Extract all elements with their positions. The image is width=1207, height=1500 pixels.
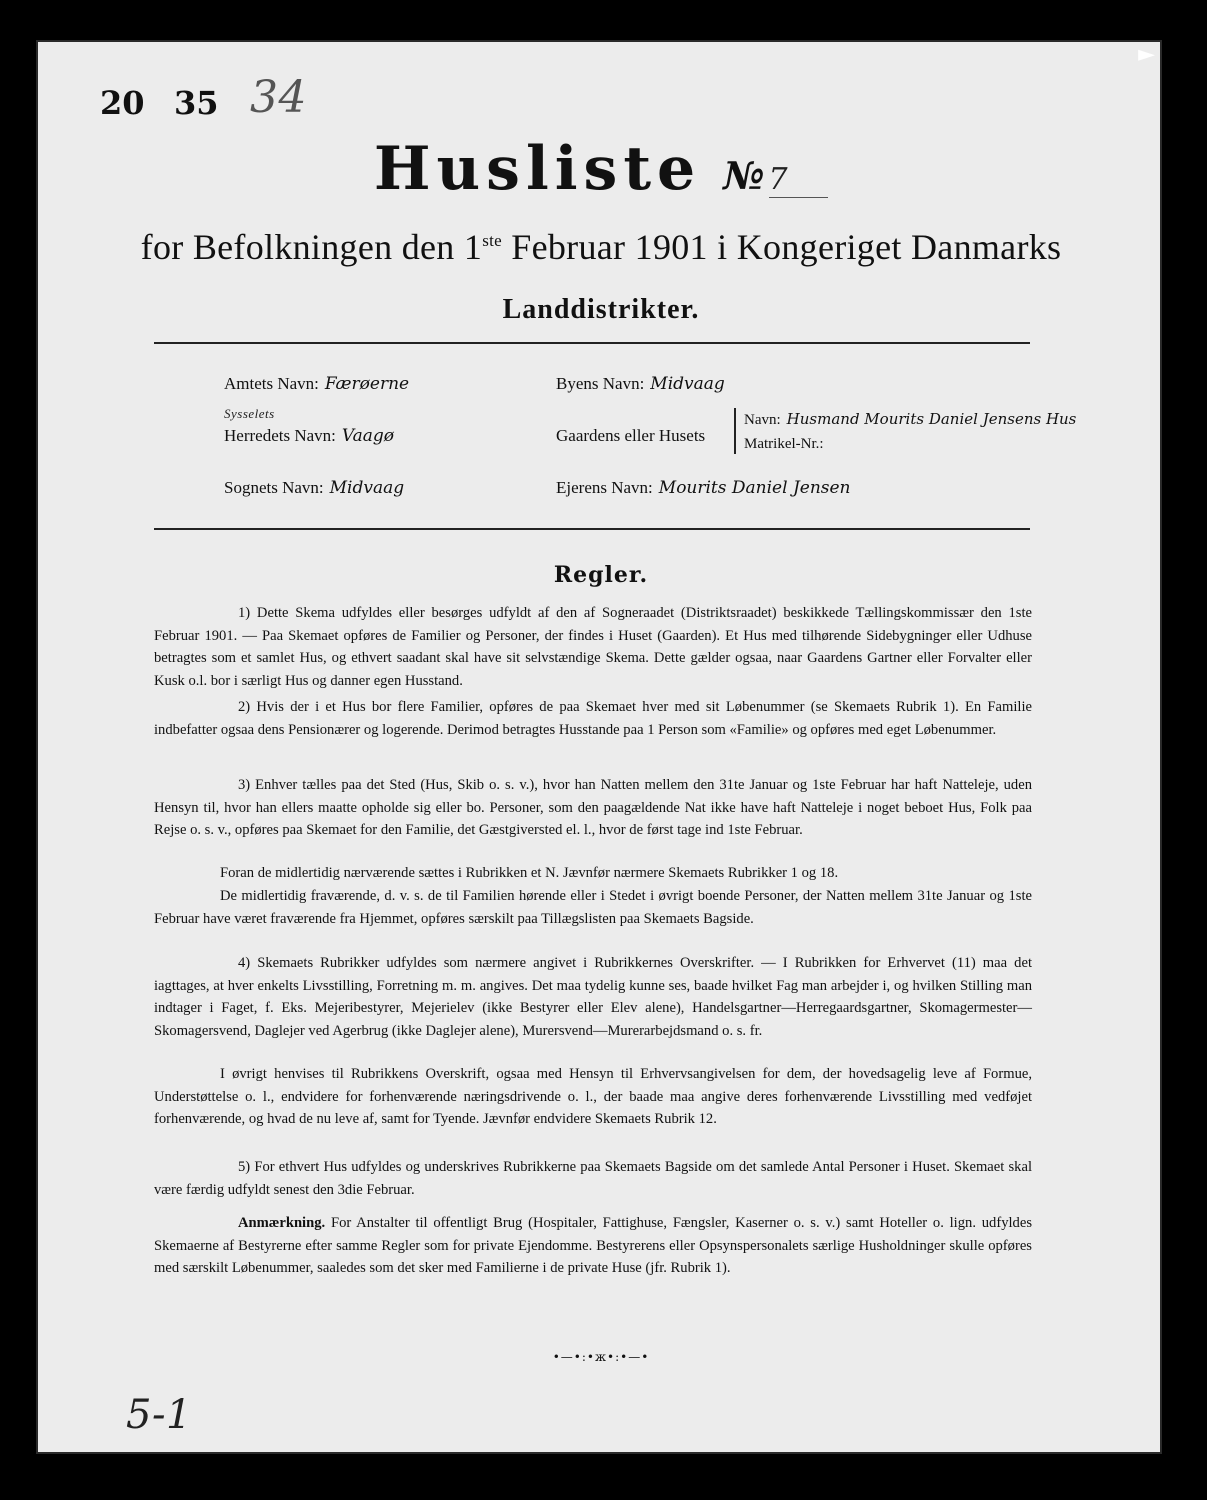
herred-label: Herredets Navn:	[224, 426, 336, 445]
sogn-label: Sognets Navn:	[224, 478, 324, 497]
census-form-page	[36, 40, 1162, 1454]
divider-top	[154, 342, 1030, 344]
rule-2-text: 2) Hvis der i et Hus bor flere Familier, opføres de paa Skemaet hver med sit Løbenummer (se Skemaets Rubrik 1). En Familie indbefatter ogsaa dens Pensionærer og logerende. Derimod betragtes Husstande paa 1 Person som «Familie» og opføres med eget Løbenummer.	[154, 699, 1032, 738]
subtitle-sup: ste	[482, 231, 502, 250]
form-subtitle	[38, 226, 1164, 268]
rule-3b	[154, 862, 1032, 885]
sogn-value: Midvaag	[329, 478, 405, 498]
gaard-bracket	[734, 408, 740, 454]
rule-5	[154, 1156, 1032, 1201]
rule-3	[154, 774, 1032, 842]
rule-3-text: 3) Enhver tælles paa det Sted (Hus, Skib o. s. v.), hvor han Natten mellem den 31te Januar og 1ste Februar har haft Natteleje, uden Hensyn til, hvor han ellers maatte opholde sig eller bo. Personer, som den paagældende Nat ikke have haft Natteleje i noget beboet Hus, Folk paa Rejse o. s. v., opføres paa Skemaet for den Familie, det Gæstgiversted el. l., hvor de først tage ind 1ste Februar.	[154, 777, 1032, 839]
herred-field	[224, 426, 394, 446]
by-field	[556, 374, 725, 394]
by-value: Midvaag	[650, 374, 725, 394]
rule-2	[154, 696, 1032, 741]
divider-bottom	[154, 528, 1030, 530]
navn-label: Navn:	[744, 412, 781, 428]
gaard-label: Gaardens eller Husets	[556, 426, 706, 445]
navn-value: Husmand Mourits Daniel Jensens Hus	[786, 410, 1077, 428]
form-number-1: 20	[100, 84, 145, 122]
rule-1	[154, 602, 1032, 692]
amt-value: Færøerne	[324, 374, 410, 394]
rule-4	[154, 952, 1032, 1042]
subtitle-post: Februar 1901 i Kongeriget Danmarks	[501, 227, 1062, 267]
annotation-label: Anmærkning.	[238, 1215, 326, 1231]
ornament-divider: •—•:•ж•:•—•	[552, 1350, 650, 1364]
rule-3c	[154, 885, 1032, 930]
navn-field	[744, 410, 1076, 429]
form-number-2: 35	[174, 84, 219, 122]
by-label: Byens Navn:	[556, 374, 645, 393]
ejer-field	[556, 478, 851, 498]
title-no-label: №	[723, 153, 765, 198]
rule-1-text: 1) Dette Skema udfyldes eller besørges udfyldt af den af Sogneraadet (Distriktsraadet) beskikkede Tællingskommissær den 1ste Februar 1901. — Paa Skemaet opføres de Familier og Personer, der findes i Huset (Gaarden). Et Hus med tilhørende Sidebygninger eller Udhuse betragtes som et samlet Hus, og ethvert saadant skal have sit selvstændige Skema. Dette gælder ogsaa, naar Gaardens Gartner eller Forvalter eller Kusk o.l. bor i særligt Hus og danner egen Husstand.	[154, 605, 1032, 689]
amt-label: Amtets Navn:	[224, 374, 319, 393]
rule-4b	[154, 1063, 1032, 1131]
corner-arrow-icon: ►	[1138, 42, 1155, 67]
form-subtitle-districts: Landdistrikter.	[502, 294, 700, 325]
ejer-value: Mourits Daniel Jensen	[658, 478, 851, 498]
amt-field	[224, 374, 409, 394]
rule-4-text: 4) Skemaets Rubrikker udfyldes som nærmere angivet i Rubrikkernes Overskrifter. — I Rubrikken for Erhvervet (11) maa det iagttages, at hver enkelts Livsstilling, Forretning m. m. angives. Det maa tydelig kunne ses, baade hvilket Fag man arbejder i, og hvilken Stilling man indtager i Faget, f. Eks. Mejeribestyrer, Mejerielev (ikke Bestyrer eller Elev alene), Handelsgartner—Herregaardsgartner, Skomagermester—Skomagersvend, Daglejer ved Agerbrug (ikke Daglejer alene), Murersvend—Murerarbejdsmand o. s. fr.	[154, 955, 1032, 1039]
handwritten-number: 34	[250, 72, 307, 123]
title-no-value: 7	[769, 162, 829, 198]
rules-heading: Regler.	[553, 562, 649, 588]
form-title	[38, 134, 1164, 204]
subtitle-pre: for Befolkningen den 1	[140, 227, 483, 267]
sogn-field	[224, 478, 404, 498]
matrikel-label: Matrikel-Nr.:	[744, 436, 824, 452]
title-main: Husliste	[373, 134, 702, 204]
handwritten-bottom-note: 5-1	[126, 1392, 192, 1438]
rule-4b-text: I øvrigt henvises til Rubrikkens Overskrift, ogsaa med Hensyn til Erhvervsangivelsen for dem, der hovedsagelig leve af Formue, Understøttelse o. l., endvidere for forhenværende næringsdrivende o. l., der baade maa angive deres forhenværende Livsstilling med vedføjet forhenværende, og hvad de nu leve af, samt for Tyende. Jævnfør endvidere Skemaets Rubrik 12.	[154, 1066, 1032, 1128]
rule-3c-text: De midlertidig fraværende, d. v. s. de til Familien hørende eller i Stedet i øvrigt boende Personer, der Natten mellem 31te Januar og 1ste Februar have været fraværende fra Hjemmet, opføres særskilt paa Tillægslisten paa Skemaets Bagside.	[154, 888, 1032, 927]
annotation-note	[154, 1212, 1032, 1280]
annotation-text: For Anstalter til offentligt Brug (Hospitaler, Fattighuse, Fængsler, Kaserner o. s. v.) samt Hoteller o. lign. udfyldes Skemaerne af Bestyrerne efter samme Regler som for private Ejendomme. Bestyrerens eller Opsynspersonalets særlige Husholdninger skulle opføres med særskilt Løbenummer, saaledes som det sker med Familierne i de private Huse (jfr. Rubrik 1).	[154, 1215, 1032, 1277]
ejer-label: Ejerens Navn:	[556, 478, 653, 497]
rule-5-text: 5) For ethvert Hus udfyldes og underskrives Rubrikkerne paa Skemaets Bagside om det samlede Antal Personer i Huset. Skemaet skal være færdig udfyldt senest den 3die Februar.	[154, 1159, 1032, 1198]
herred-value: Vaagø	[341, 426, 394, 446]
rule-3b-text: Foran de midlertidig nærværende sættes i Rubrikken et N. Jævnfør nærmere Skemaets Rubrikker 1 og 18.	[220, 865, 839, 881]
herred-note: Sysselets	[224, 406, 275, 421]
